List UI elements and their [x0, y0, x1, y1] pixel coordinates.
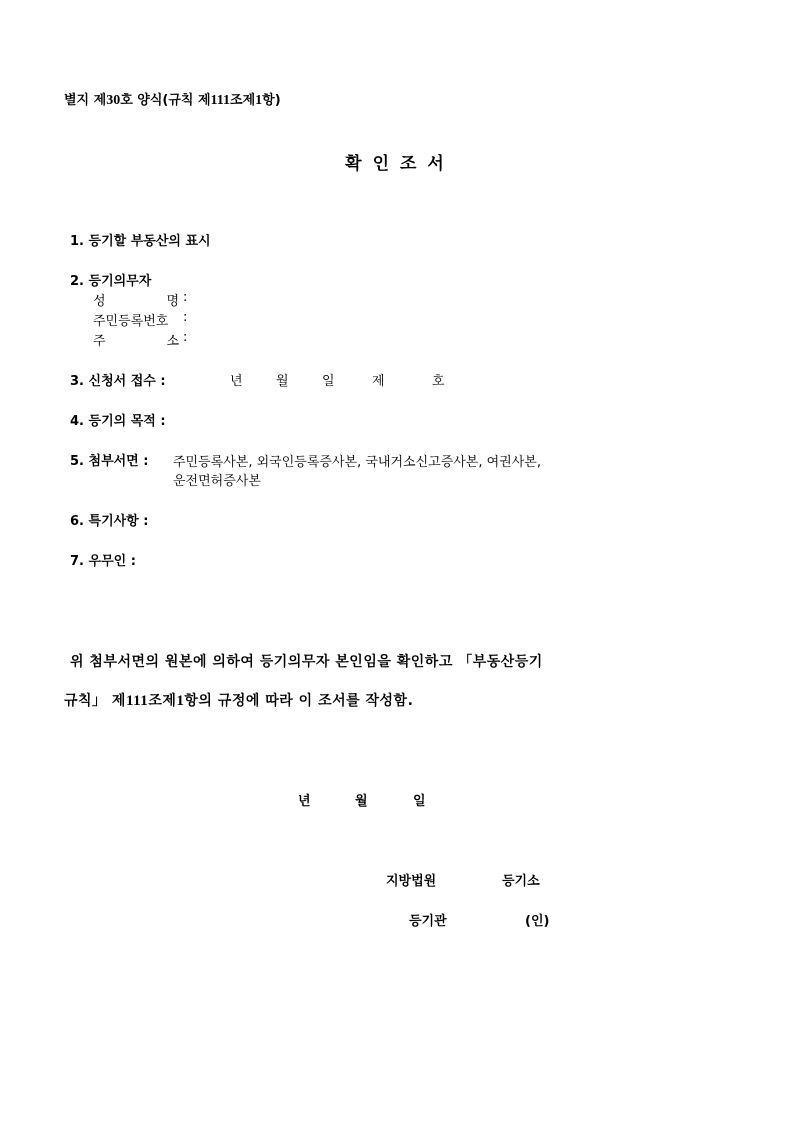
name-label-b: 명	[166, 294, 179, 309]
date-month: 월	[355, 794, 368, 809]
statement-line-2	[64, 690, 413, 710]
item-thumbprint: 7. 우무인 :	[70, 554, 136, 569]
form-mid: 조제	[230, 93, 256, 108]
statement-line-1: 위 첨부서면의 원본에 의하여 등기의무자 본인임을 확인하고 「부동산등기	[70, 654, 543, 670]
form-suffix: 항)	[262, 93, 281, 108]
reception-month: 월	[276, 374, 289, 389]
obligor-name-field	[93, 290, 187, 309]
form-number-prefix: 별지 제	[64, 93, 107, 108]
form-paragraph: 1	[255, 93, 263, 108]
colon: :	[183, 290, 188, 305]
date-day: 일	[413, 794, 426, 809]
signature-office: 등기소	[502, 874, 540, 889]
form-number	[64, 89, 281, 109]
signature-seal: (인)	[525, 914, 550, 929]
attachments-line-1: 주민등록사본, 외국인등록증사본, 국내거소신고증사본, 여권사본,	[173, 455, 541, 470]
colon: :	[183, 310, 188, 325]
item-attachments: 5. 첨부서면 :	[70, 454, 149, 469]
statement-end: 항의 규정에 따라 이 조서를 작성함.	[184, 693, 414, 709]
attachments-line-2: 운전면허증사본	[173, 474, 261, 489]
reception-date-number	[230, 370, 445, 389]
reception-no-prefix: 제	[372, 374, 385, 389]
obligor-address-field	[93, 330, 187, 349]
item-property-description: 1. 등기할 부동산의 표시	[70, 234, 211, 249]
name-label-a: 성	[93, 294, 106, 309]
date-year: 년	[298, 794, 311, 809]
signature-officer: 등기관	[409, 914, 447, 929]
address-label-b: 소	[166, 334, 179, 349]
document-title: 확인조서	[345, 154, 455, 174]
item-purpose: 4. 등기의 목적 :	[70, 414, 166, 429]
reception-day: 일	[322, 374, 335, 389]
form-number-middle: 호 양식(규칙 제	[120, 93, 211, 108]
statement-paragraph: 1	[176, 693, 185, 709]
item-special-notes: 6. 특기사항 :	[70, 514, 149, 529]
colon: :	[183, 330, 188, 345]
item-obligor: 2. 등기의무자	[70, 274, 152, 289]
signature-court: 지방법원	[386, 874, 437, 889]
reception-year: 년	[230, 374, 243, 389]
name-label	[93, 290, 183, 309]
rrn-label: 주민등록번호	[93, 314, 169, 329]
address-label-a: 주	[93, 334, 106, 349]
statement-rule-ref: 규칙」 제	[64, 693, 126, 709]
form-number-value: 30	[106, 93, 121, 108]
form-article: 111	[210, 93, 231, 108]
obligor-rrn-field	[93, 310, 187, 329]
item-reception: 3. 신청서 접수 :	[70, 374, 166, 389]
statement-mid: 조제	[148, 693, 177, 709]
statement-article: 111	[125, 693, 149, 709]
address-label	[93, 330, 183, 349]
reception-no-suffix: 호	[432, 374, 445, 389]
